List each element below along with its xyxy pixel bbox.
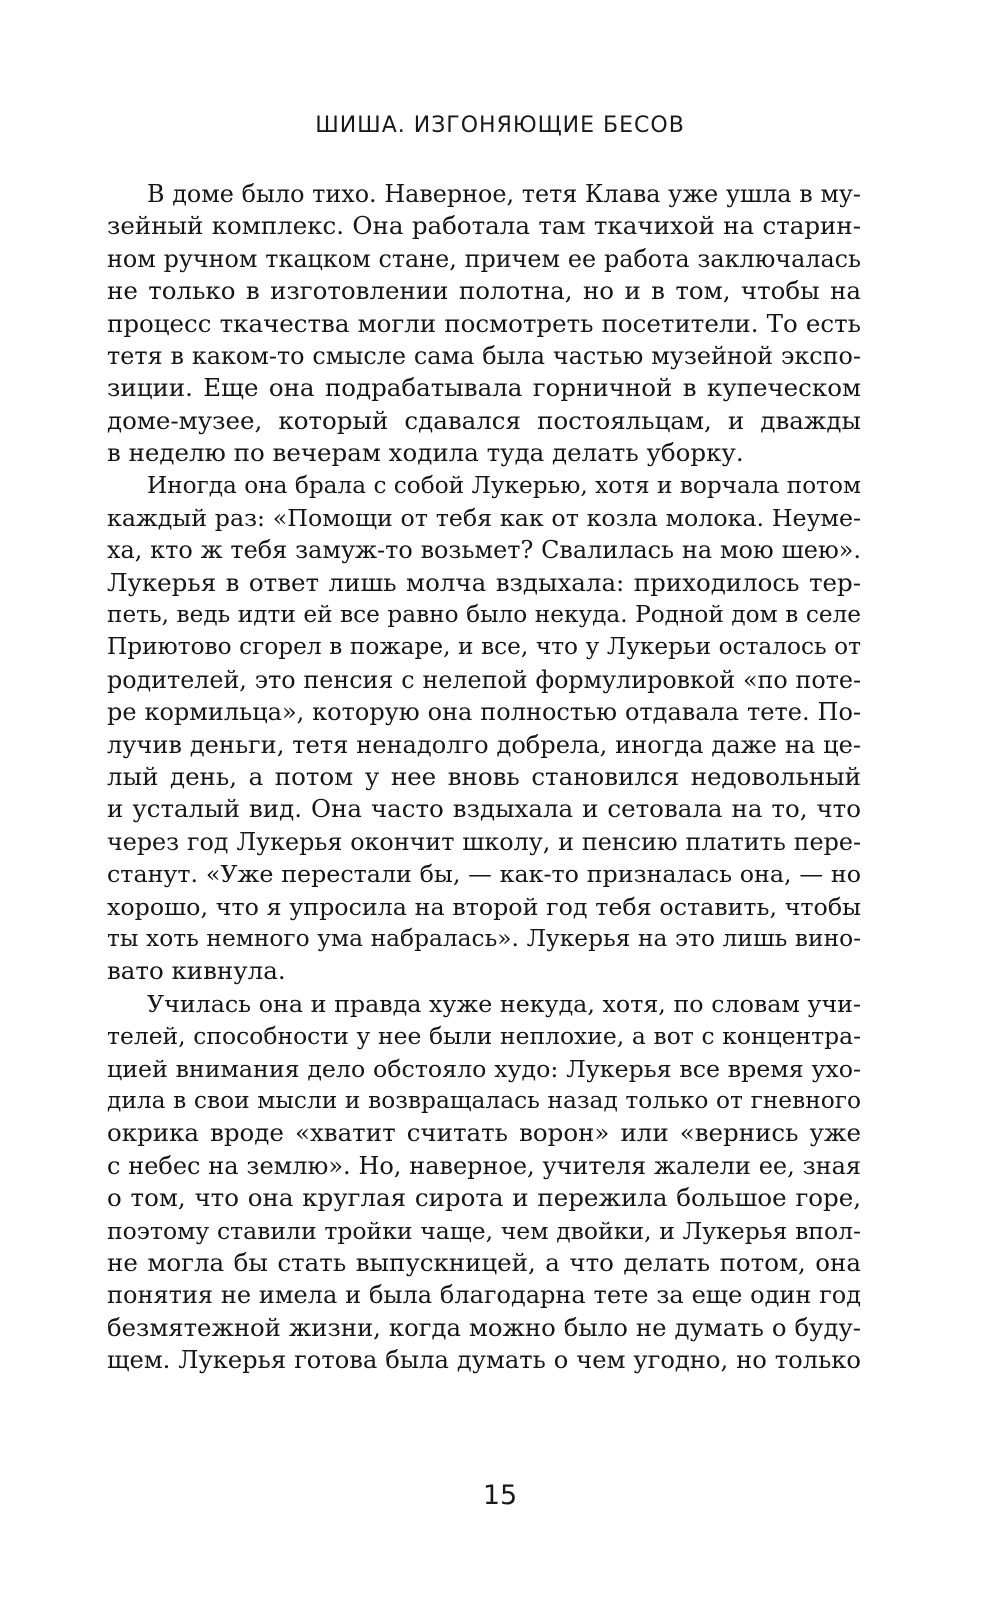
text-line: родителей, это пенсия с нелепой формулировкой «по поте- <box>107 665 861 694</box>
text-line: процесс ткачества могли посмотреть посетители. То есть <box>107 308 861 338</box>
text-line: лучив деньги, тетя ненадолго добрела, иногда даже на це- <box>107 730 861 759</box>
text-line: Училась она и правда хуже некуда, хотя, по словам учи- <box>147 989 861 1018</box>
text-line: с небес на землю». Но, наверное, учителя жалели ее, зная <box>107 1151 861 1180</box>
text-line: окрика вроде «хватит считать ворон» или «вернись уже <box>107 1118 861 1148</box>
text-line: в неделю по вечерам ходила туда делать уборку. <box>107 438 744 468</box>
text-line: ха, кто ж тебя замуж-то возьмет? Свалилась на мою шею». <box>107 536 861 565</box>
text-line: дила в свои мысли и возвращалась назад только от гневного <box>107 1086 861 1114</box>
text-line: не могла бы стать выпускницей, а что делать потом, она <box>107 1247 861 1277</box>
text-line: цией внимания дело обстояло худо: Лукерья все время ухо- <box>107 1054 861 1083</box>
text-line: и усталый вид. Она часто вздыхала и сетовала на то, что <box>107 794 861 824</box>
text-line: хорошо, что я упросила на второй год тебя оставить, чтобы <box>107 892 861 921</box>
text-line: не только в изготовлении полотна, но и в том, чтобы на <box>107 276 861 306</box>
body-text <box>107 178 861 1376</box>
text-line: доме-музее, который сдавался постояльцам, и дважды <box>107 405 861 435</box>
text-line: вато кивнула. <box>107 956 286 986</box>
text-line: Приютово сгорел в пожаре, и все, что у Лукерьи осталось от <box>107 633 861 661</box>
text-line: через год Лукерья окончит школу, и пенсию платить пере- <box>107 827 861 856</box>
paragraph-1 <box>107 178 861 470</box>
text-line: телей, способности у нее были неплохие, а вот с концентра- <box>107 1022 861 1051</box>
text-line: лый день, а потом у нее вновь становился недовольный <box>107 762 861 792</box>
paragraph-3 <box>107 988 861 1377</box>
text-line: ном ручном ткацком стане, причем ее работа заключалась <box>107 244 861 273</box>
text-line: понятия не имела и была благодарна тете за еще один год <box>107 1281 861 1310</box>
text-line: поэтому ставили тройки чаще, чем двойки, и Лукерья впол- <box>107 1216 861 1245</box>
text-line: ты хоть немного ума набралась». Лукерья на это лишь вино- <box>107 924 861 952</box>
text-line: зиции. Еще она подрабатывала горничной в купеческом <box>107 373 861 403</box>
text-line: ре кормильца», которую она полностью отдавала тете. По- <box>107 698 861 727</box>
text-line: каждый раз: «Помощи от тебя как от козла молока. Неуме- <box>107 503 861 532</box>
text-line: щем. Лукерья готова была думать о чем угодно, но только <box>107 1346 861 1375</box>
text-line: петь, ведь идти ей все равно было некуда. Родной дом в селе <box>107 601 861 629</box>
text-line: Лукерья в ответ лишь молча вздыхала: приходилось тер- <box>107 567 861 597</box>
text-line: зейный комплекс. Она работала там ткачихой на старин- <box>107 211 861 241</box>
text-line: тетя в каком-то смысле сама была частью музейной экспо- <box>107 341 861 370</box>
text-line: В доме было тихо. Наверное, тетя Клава уже ушла в му- <box>147 180 861 208</box>
text-line: Иногда она брала с собой Лукерью, хотя и ворчала потом <box>147 471 861 499</box>
paragraph-2 <box>107 470 861 988</box>
running-header: ШИША. ИЗГОНЯЮЩИЕ БЕСОВ <box>315 113 685 138</box>
page-number: 15 <box>482 1480 518 1511</box>
text-line: о том, что она круглая сирота и пережила большое горе, <box>107 1183 861 1213</box>
text-line: станут. «Уже перестали бы, — как-то призналась она, — но <box>107 860 861 889</box>
text-line: безмятежной жизни, когда можно было не думать о буду- <box>107 1312 861 1342</box>
